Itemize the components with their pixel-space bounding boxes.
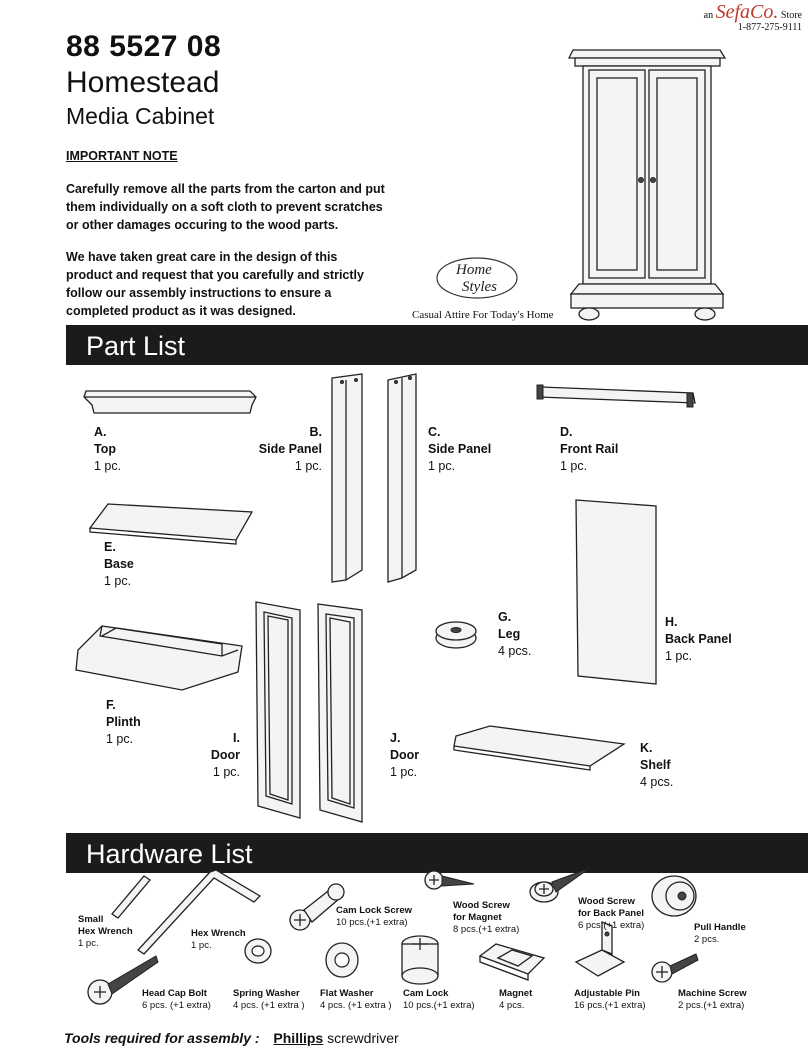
hw-machine-screw-label [678, 988, 747, 1012]
part-d-label [560, 424, 618, 475]
part-name: Side Panel [258, 442, 322, 456]
part-letter: D. [560, 425, 573, 439]
part-k-label [640, 740, 673, 791]
tools-required-label: Tools required for assembly : [64, 1030, 260, 1046]
part-name: Plinth [106, 715, 141, 729]
hw-name: Magnet [499, 988, 533, 999]
part-qty: 1 pc. [560, 459, 588, 473]
part-name: Door [390, 748, 420, 762]
part-b-side-panel-illustration [328, 372, 368, 584]
hw-magnet-label [499, 988, 532, 1012]
hw-pull-handle-label [694, 922, 746, 946]
brand-phone: 1-877-275-9111 [737, 22, 802, 33]
brand-prefix: an [703, 10, 714, 21]
home-styles-logo-line2: Styles [462, 279, 497, 295]
part-letter: B. [309, 425, 322, 439]
tool-name: Phillips [273, 1030, 324, 1046]
part-qty: 1 pc. [390, 765, 418, 779]
part-qty: 1 pc. [94, 459, 122, 473]
part-list-title: Part List [86, 331, 186, 361]
hw-adjustable-pin-label [574, 988, 646, 1012]
part-qty: 4 pcs. [498, 644, 532, 658]
part-letter: F. [106, 698, 116, 712]
part-k-shelf-illustration [450, 722, 630, 774]
hw-qty: 8 pcs.(+1 extra) [453, 924, 520, 935]
product-title: Homestead [66, 66, 220, 99]
hw-name: Flat Washer [320, 988, 374, 999]
hw-qty: 4 pcs. (+1 extra ) [320, 1000, 392, 1011]
home-styles-logo [432, 252, 522, 304]
note-line: Carefully remove all the parts from the carton and put [66, 182, 385, 196]
part-g-label [498, 609, 531, 660]
part-f-label [106, 697, 141, 748]
part-letter: J. [390, 731, 401, 745]
part-name: Back Panel [665, 632, 732, 646]
hw-name: Head Cap Bolt [142, 988, 207, 999]
part-name: Door [210, 748, 240, 762]
hw-cam-lock-screw-label [336, 905, 412, 929]
hw-name: Hex Wrench [191, 928, 246, 939]
note-line: them individually on a soft cloth to prevent scratches [66, 200, 383, 214]
important-note-heading: IMPORTANT NOTE [66, 149, 178, 163]
hw-qty: 4 pcs. [499, 1000, 525, 1011]
product-subtitle: Media Cabinet [66, 103, 215, 129]
part-qty: 1 pc. [294, 459, 322, 473]
hw-qty: 1 pc. [78, 938, 99, 949]
hw-head-cap-bolt-label [142, 988, 211, 1012]
cabinet-illustration [565, 40, 730, 322]
part-letter: I. [233, 731, 240, 745]
part-qty: 4 pcs. [640, 775, 674, 789]
note-line: completed product as it was designed. [66, 304, 296, 318]
part-letter: C. [428, 425, 441, 439]
hw-name: Machine Screw [678, 988, 747, 999]
part-letter: A. [94, 425, 107, 439]
note-line: product and request that you carefully and strictly [66, 268, 364, 282]
cam-lock-illustration [398, 932, 442, 988]
part-qty: 1 pc. [212, 765, 240, 779]
hw-small-hex-wrench-label [78, 914, 133, 950]
part-b-label [250, 424, 322, 475]
hw-name: Wood Screw [453, 900, 510, 911]
hw-spring-washer-label [233, 988, 305, 1012]
hw-flat-washer-label [320, 988, 392, 1012]
hw-qty: 10 pcs.(+1 extra) [336, 917, 408, 928]
magnet-illustration [476, 940, 548, 982]
brand-block [703, 1, 802, 34]
part-j-door-illustration [314, 600, 366, 824]
part-list-header [66, 325, 808, 365]
hw-name: Hex Wrench [78, 926, 133, 937]
hw-name: Cam Lock Screw [336, 905, 413, 916]
hw-name: Cam Lock [403, 988, 449, 999]
hw-qty: 4 pcs. (+1 extra ) [233, 1000, 305, 1011]
part-name: Top [94, 442, 116, 456]
hw-name: Adjustable Pin [574, 988, 640, 999]
hw-name: for Magnet [453, 912, 502, 923]
hw-qty: 6 pcs.(+1 extra) [578, 920, 645, 931]
part-qty: 1 pc. [106, 732, 134, 746]
part-qty: 1 pc. [428, 459, 456, 473]
part-qty: 1 pc. [104, 574, 132, 588]
hw-qty: 6 pcs. (+1 extra) [142, 1000, 211, 1011]
part-i-door-illustration [252, 598, 304, 820]
important-note-paragraph-2 [66, 248, 396, 320]
home-styles-logo-line1: Home [456, 262, 492, 278]
document-number: 88 5527 08 [66, 30, 222, 63]
part-c-side-panel-illustration [382, 372, 422, 584]
hw-hex-wrench-label [191, 928, 246, 952]
part-name: Base [104, 557, 134, 571]
part-a-top-illustration [80, 385, 260, 419]
hw-wood-screw-magnet-label [453, 900, 519, 936]
part-name: Leg [498, 627, 521, 641]
part-g-leg-illustration [434, 618, 480, 650]
hw-qty: 10 pcs.(+1 extra) [403, 1000, 475, 1011]
tools-required [64, 1030, 399, 1046]
brand-logo: SefaCo. [715, 1, 779, 23]
part-a-label [94, 424, 121, 475]
flat-washer-illustration [322, 940, 362, 980]
home-styles-tagline: Casual Attire For Today's Home [412, 309, 554, 321]
wood-screw-for-magnet-illustration [422, 866, 478, 896]
brand-suffix: Store [780, 10, 802, 21]
part-c-label [428, 424, 491, 475]
hw-qty: 1 pc. [191, 940, 212, 951]
hw-qty: 2 pcs. [694, 934, 720, 945]
part-qty: 1 pc. [665, 649, 693, 663]
part-letter: G. [498, 610, 512, 624]
part-name: Shelf [640, 758, 671, 772]
hw-qty: 16 pcs.(+1 extra) [574, 1000, 646, 1011]
part-i-label [196, 730, 240, 781]
hw-wood-screw-back-panel-label [578, 896, 644, 932]
hw-name: Spring Washer [233, 988, 300, 999]
note-line: or other damages occuring to the wood parts. [66, 218, 339, 232]
important-note-paragraph-1 [66, 180, 396, 234]
hw-cam-lock-label [403, 988, 475, 1012]
part-h-back-panel-illustration [572, 496, 660, 688]
tool-suffix: screwdriver [327, 1030, 399, 1046]
part-name: Front Rail [560, 442, 619, 456]
hw-qty: 2 pcs.(+1 extra) [678, 1000, 745, 1011]
note-line: follow our assembly instructions to ensure a [66, 286, 332, 300]
hw-name: Wood Screw [578, 896, 635, 907]
part-letter: E. [104, 540, 116, 554]
part-j-label [390, 730, 419, 781]
part-f-plinth-illustration [72, 620, 248, 696]
part-letter: H. [665, 615, 678, 629]
hw-name: Pull Handle [694, 922, 746, 933]
note-line: We have taken great care in the design of this [66, 250, 338, 264]
pull-handle-illustration [648, 872, 704, 922]
part-d-front-rail-illustration [535, 383, 700, 415]
part-e-label [104, 539, 134, 590]
hardware-list-title: Hardware List [86, 839, 253, 869]
part-h-label [665, 614, 732, 665]
machine-screw-illustration [650, 950, 700, 986]
hw-name: for Back Panel [578, 908, 644, 919]
part-letter: K. [640, 741, 653, 755]
part-name: Side Panel [428, 442, 492, 456]
spring-washer-illustration [242, 936, 274, 966]
hw-name: Small [78, 914, 104, 925]
